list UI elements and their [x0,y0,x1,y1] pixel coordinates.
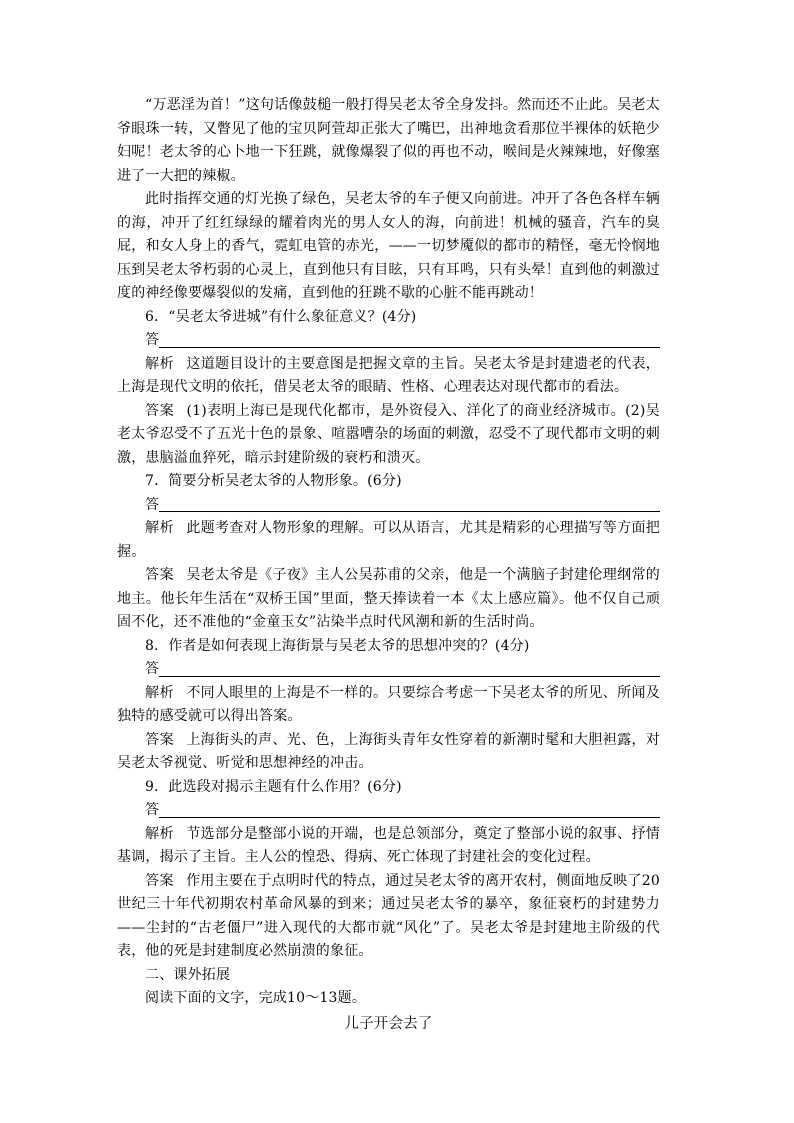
analysis-tag: 解析 [145,355,175,372]
answer-label: 答 [145,332,159,348]
answer-tag: 答案 [145,402,175,419]
answer-underline [159,347,660,348]
answer-underline [159,511,660,512]
answer-text: 上海街头的声、光、色，上海街头青年女性穿着的新潮时髦和大胆袒露，对吴老太爷视觉、听觉和思想神经的冲击。 [117,731,660,771]
answer-text: (1)表明上海已是现代化都市，是外资侵入、洋化了的商业经济城市。(2)吴老太爷忍受不了五光十色的景象、喧嚣嘈杂的场面的刺激，忍受不了现代都市文明的刺激，患脑溢血猝死，暗示封建阶级的衰朽和溃灭。 [117,402,660,466]
answer-label: 答 [145,496,159,513]
answer-tag: 答案 [145,567,175,583]
analysis-tag: 解析 [145,684,175,701]
answer-label: 答 [145,802,159,818]
passage-paragraph: “万恶淫为首！”这句话像鼓槌一般打得吴老太爷全身发抖。然而还不止此。吴老太爷眼珠一转，又瞥见了他的宝贝阿萱却正张大了嘴巴，出神地贪看那位半裸体的妖艳少妇呢！老太爷的心卜地一下狂跳，就像爆裂了似的再也不动，喉间是火辣辣地，好像塞进了一大把的辣椒。 [117,97,660,184]
section-heading: 二、课外拓展 [145,966,231,983]
question-6: 6．“吴老太爷进城”有什么象征意义？(4分) [145,308,417,325]
answer-line[interactable] [145,329,660,353]
analysis-text: 这道题目设计的主要意图是把握文章的主旨。吴老太爷是封建遗老的代表，上海是现代文明的依托，借吴老太爷的眼睛、性格、心理表达对现代都市的看法。 [117,355,660,395]
analysis-7 [117,517,660,564]
answer-9 [117,870,660,964]
answer-line[interactable] [145,494,660,518]
analysis-text: 节选部分是整部小说的开端，也是总领部分，奠定了整部小说的叙事、抒情基调，揭示了主旨。主人公的惶恐、得病、死亡体现了封建社会的变化过程。 [117,825,660,865]
analysis-9 [117,823,660,870]
analysis-text: 不同人眼里的上海是不一样的。只要综合考虑一下吴老太爷的所见、所闻及独特的感受就可以得出答案。 [117,684,660,724]
story-title: 儿子开会去了 [344,1015,433,1032]
analysis-tag: 解析 [145,520,175,536]
reading-instruction: 阅读下面的文字，完成10～13题。 [145,990,367,1006]
answer-6 [117,400,660,471]
answer-tag: 答案 [145,872,175,889]
analysis-6 [117,353,660,400]
answer-7 [117,564,660,635]
document-body [117,94,660,1036]
answer-line[interactable] [145,799,660,823]
answer-line[interactable] [145,658,660,682]
passage-paragraph: 此时指挥交通的灯光换了绿色，吴老太爷的车子便又向前进。冲开了各色各样车辆的海，冲开了红红绿绿的耀着肉光的男人女人的海，向前进！机械的骚音，汽车的臭屁，和女人身上的香气，霓虹电管的赤光，——一切梦魇似的都市的精怪，毫无怜悯地压到吴老太爷朽弱的心灵上，直到他只有目眩，只有耳鸣，只有头晕！直到他的刺激过度的神经像要爆裂似的发痛，直到他的狂跳不歇的心脏不能再跳动！ [117,191,660,301]
question-8: 8．作者是如何表现上海街景与吴老太爷的思想冲突的？(4分) [145,637,530,654]
answer-text: 吴老太爷是《子夜》主人公吴荪甫的父亲，他是一个满脑子封建伦理纲常的地主。他长年生活在“双桥王国”里面，整天捧读着一本《太上感应篇》。他不仅自己顽固不化，还不准他的“金童玉女”沾染半点时代风潮和新的生活时尚。 [117,567,660,630]
question-9: 9．此选段对揭示主题有什么作用？(6分) [145,778,402,795]
answer-label: 答 [145,661,159,677]
answer-text: 作用主要在于点明时代的特点，通过吴老太爷的离开农村，侧面地反映了20世纪三十年代初期农村革命风暴的到来；通过吴老太爷的暴卒，象征衰朽的封建势力——尘封的“古老僵尸”进入现代的大都市就“风化”了。吴老太爷是封建地主阶级的代表，他的死是封建制度必然崩溃的象征。 [117,872,661,959]
answer-underline [159,676,660,677]
analysis-tag: 解析 [145,825,175,842]
question-7: 7．简要分析吴老太爷的人物形象。(6分) [145,473,402,489]
analysis-8 [117,682,660,729]
answer-8 [117,729,660,776]
analysis-text: 此题考查对人物形象的理解。可以从语言，尤其是精彩的心理描写等方面把握。 [117,520,660,560]
answer-tag: 答案 [145,731,175,748]
answer-underline [159,817,660,818]
